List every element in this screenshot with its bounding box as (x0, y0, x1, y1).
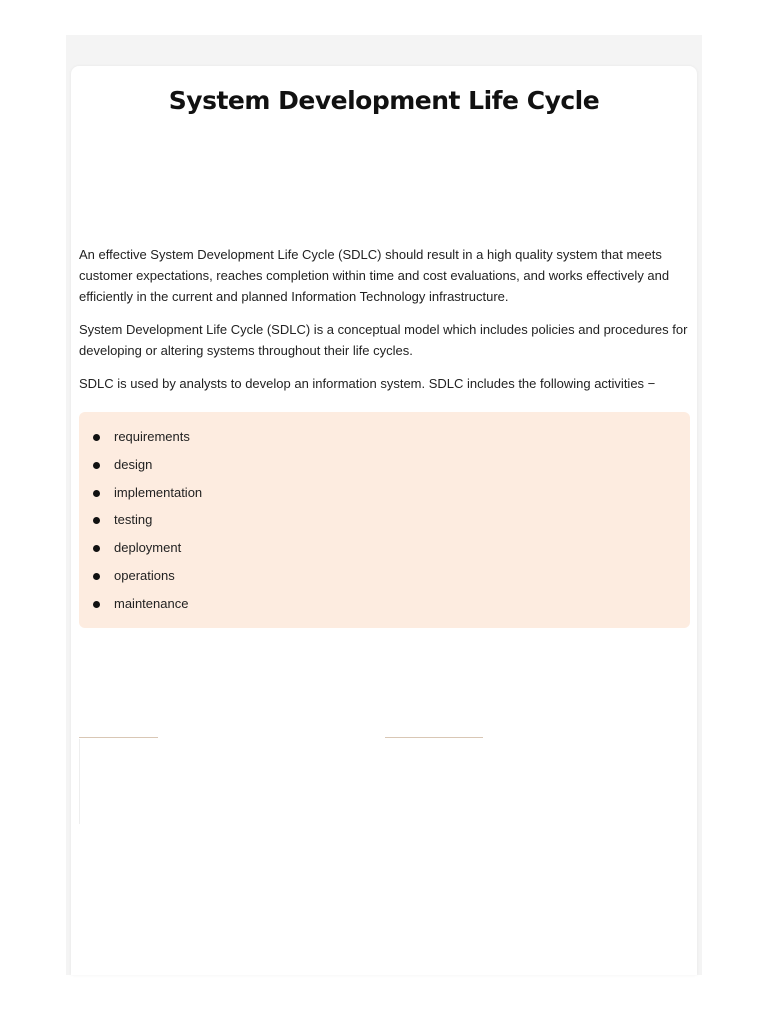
bullet-icon (93, 545, 100, 552)
bullet-icon (93, 601, 100, 608)
list-item (79, 593, 690, 621)
list-item (79, 509, 690, 537)
activities-intro-paragraph: SDLC is used by analysts to develop an information system. SDLC includes the following activities − (79, 376, 656, 391)
activity-label: operations (114, 567, 175, 583)
article-body (79, 244, 691, 406)
divider-vertical (79, 739, 80, 824)
list-item (79, 482, 690, 510)
list-item (79, 454, 690, 482)
activity-label: implementation (114, 484, 203, 500)
bullet-icon (93, 434, 100, 441)
bullet-icon (93, 462, 100, 469)
divider-right (385, 737, 483, 738)
activity-label: design (114, 456, 153, 472)
bullet-icon (93, 573, 100, 580)
activities-box (79, 412, 690, 628)
activity-label: testing (114, 512, 153, 528)
list-item (79, 565, 690, 593)
activity-label: deployment (114, 540, 182, 556)
list-item (79, 426, 690, 454)
activities-list (79, 412, 690, 621)
activity-label: maintenance (114, 595, 189, 611)
page-title: System Development Life Cycle (168, 86, 600, 115)
divider-left (79, 737, 158, 738)
bullet-icon (93, 490, 100, 497)
intro-paragraph: An effective System Development Life Cycle (SDLC) should result in a high quality system that meets customer expectations, reaches completion within time and cost evaluations, and works effectively and efficiently in the current and planned Information Technology infrastructure. (79, 247, 670, 304)
bullet-icon (93, 517, 100, 524)
activity-label: requirements (114, 429, 190, 444)
definition-paragraph: System Development Life Cycle (SDLC) is a conceptual model which includes policies and procedures for developing or altering systems throughout their life cycles. (79, 322, 688, 358)
list-item (79, 537, 690, 565)
